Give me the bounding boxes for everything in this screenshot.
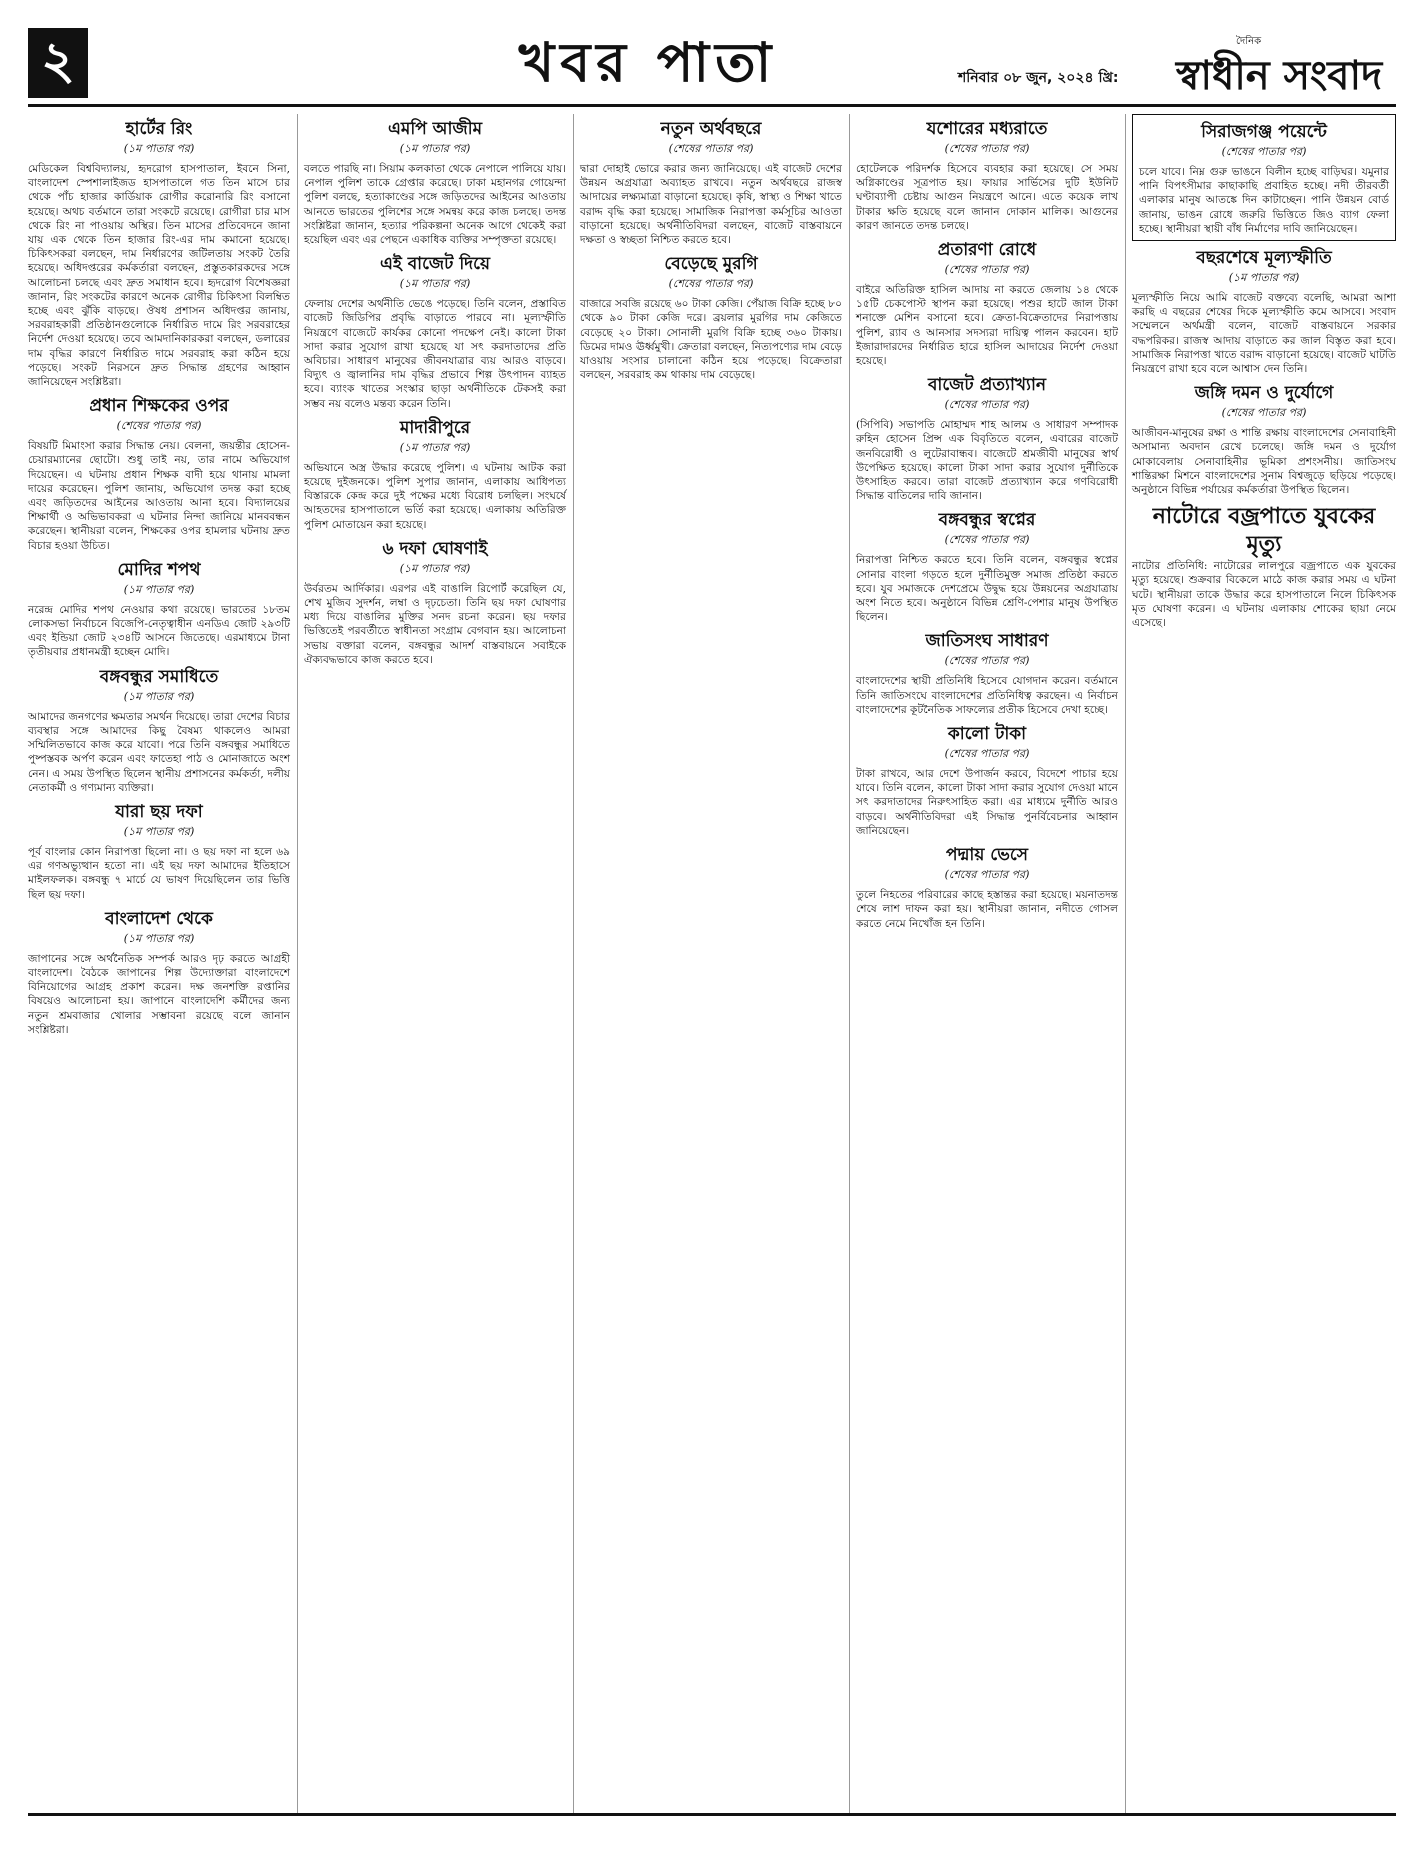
headline: বঙ্গবন্ধুর স্বপ্নের [938, 510, 1036, 531]
article-body: আমাদের জনগণের ক্ষমতার সমর্থন দিয়েছে। তারা দেশের বিচার ব্যবস্থার সঙ্গে আমাদের কিছু বৈষম্য থাকলেও আমরা সম্মিলিতভাবে কাজ করে যাবো। পরে তিনি বঙ্গবন্ধুর সমাধিতে পুষ্পস্তবক অর্পণ করেন এবং ফাতেহা পাঠ ও মোনাজাতে অংশ নেন। এ সময় উপস্থিত ছিলেন স্থানীয় প্রশাসনের কর্মকর্তা, দলীয় নেতাকর্মী ও গণ্যমান্য ব্যক্তিরা। [28, 710, 290, 794]
page-title: খবর পাতা [518, 31, 778, 94]
column-4 [856, 114, 1118, 937]
article-body: আজীবন-মানুষের রক্ষা ও শান্তি রক্ষায় বাংলাদেশের সেনাবাহিনী অসামান্য অবদান রেখে চলেছে। জঙ্গি দমন ও দুর্যোগ মোকাবেলায় সেনাবাহিনীর ভূমিকা প্রশংসনীয়। জাতিসংঘ শান্তিরক্ষা মিশনে বাংলাদেশের সুনাম বিশ্বজুড়ে ছড়িয়ে পড়েছে। অনুষ্ঠানে বিভিন্ন পর্যায়ের কর্মকর্তারা উপস্থিত ছিলেন। [1132, 427, 1396, 497]
headline: জাতিসংঘ সাধারণ [925, 631, 1049, 652]
headline: এমপি আজীম [387, 119, 483, 139]
article-body: টাকা রাখবে, আর দেশে উপার্জন করবে, বিদেশে পাচার হয়ে যাবে। তিনি বলেন, কালো টাকা সাদা করার সুযোগ দেওয়া মানে সৎ করদাতাদের নিরুৎসাহিত করা। এর মাধ্যমে দুর্নীতি আরও বাড়বে। অর্থনীতিবিদরা এই সিদ্ধান্ত পুনর্বিবেচনার আহ্বান জানিয়েছেন। [856, 768, 1118, 837]
logo-small-text: দৈনিক [1236, 36, 1262, 47]
article-body: মূল্যস্ফীতি নিয়ে আমি বাজেট বক্তব্যে বলেছি, আমরা আশা করছি এ বছরের শেষের দিকে মূল্যস্ফীতি কমে আসবে। সংবাদ সম্মেলনে অর্থমন্ত্রী বলেন, বাজেট বাস্তবায়নে সরকার বদ্ধপরিকর। রাজস্ব আদায় বাড়াতে কর জাল বিস্তৃত করা হবে। সামাজিক নিরাপত্তা খাতে বরাদ্দ বাড়ানো হয়েছে। বাজেট ঘাটতি নিয়ন্ত্রণে রাখা হবে বলে আশ্বাস দেন তিনি। [1132, 292, 1396, 376]
jump-label: (১ম পাতার পর) [399, 561, 471, 575]
article-madaripur [304, 417, 566, 532]
logo-main-text: স্বাধীন সংবাদ [1176, 53, 1383, 99]
headline: প্রতারণা রোধে [937, 240, 1037, 261]
article-body: দ্বারা দোহাই ভোরে করার জন্য জানিয়েছে। এই বাজেট দেশের উন্নয়ন অগ্রযাত্রা অব্যাহত রাখবে। নতুন অর্থবছরে রাজস্ব আদায়ের লক্ষ্যমাত্রা বাড়ানো হয়েছে। কৃষি, স্বাস্থ্য ও শিক্ষা খাতে বরাদ্দ বৃদ্ধি করা হয়েছে। সামাজিক নিরাপত্তা কর্মসূচির আওতা বাড়ানো হয়েছে। অর্থনীতিবিদরা বলছেন, বাজেট বাস্তবায়নে দক্ষতা ও স্বচ্ছতা নিশ্চিত করতে হবে। [580, 163, 842, 247]
jump-label: (শেষের পাতার পর) [944, 868, 1030, 882]
jump-label: (শেষের পাতার পর) [1221, 406, 1307, 420]
article-chicken-price [580, 253, 842, 382]
article-heart-ring [28, 118, 290, 389]
article-body: বিষয়টি মিমাংসা করার সিদ্ধান্ত নেয়। বেলনা, জয়ন্তীর হোসেন-চেয়ারম্যানের ছোটো। শুধু তাই নয়, তার নামে অভিযোগ দিয়েছেন। এ ঘটনায় প্রধান শিক্ষক বাদী হয়ে থানায় মামলা দায়ের করেছেন। পুলিশ জানায়, অভিযোগ তদন্ত করা হচ্ছে এবং জড়িতদের আইনের আওতায় আনা হবে। বিদ্যালয়ের শিক্ষার্থী ও অভিভাবকরা এ ঘটনার নিন্দা জানিয়ে মানববন্ধন করেছেন। স্থানীয়রা বলেন, শিক্ষকের ওপর হামলার ঘটনায় দ্রুত বিচার হওয়া উচিত। [28, 440, 290, 552]
jump-label: (১ম পাতার পর) [123, 582, 195, 596]
article-black-money [856, 723, 1118, 838]
jump-label: (শেষের পাতার পর) [944, 398, 1030, 412]
article-body: অভিযানে অস্ত্র উদ্ধার করেছে পুলিশ। এ ঘটনায় আটক করা হয়েছে দুইজনকে। পুলিশ সুপার জানান, এলাকায় আধিপত্য বিস্তারকে কেন্দ্র করে দুই পক্ষের মধ্যে বিরোধ চলছিল। সংঘর্ষে আহতদের হাসপাতালে ভর্তি করা হয়েছে। এলাকায় অতিরিক্ত পুলিশ মোতায়েন করা হয়েছে। [304, 461, 566, 531]
article-body: জাপানের সঙ্গে অর্থনৈতিক সম্পর্ক আরও দৃঢ় করতে আগ্রহী বাংলাদেশ। বৈঠকে জাপানের শিল্প উদ্যোক্তারা বাংলাদেশে বিনিয়োগের আগ্রহ প্রকাশ করেন। দক্ষ জনশক্তি রপ্তানির বিষয়েও আলোচনা হয়। জাপানে বাংলাদেশি কর্মীদের জন্য নতুন শ্রমবাজার খোলার সম্ভাবনা রয়েছে বলে জানান সংশ্লিষ্টরা। [28, 952, 290, 1036]
jump-label: (শেষের পাতার পর) [944, 654, 1030, 668]
article-body: ফেলায় দেশের অর্থনীতি ভেঙে পড়েছে। তিনি বলেন, প্রস্তাবিত বাজেট জিডিপির প্রবৃদ্ধি বাড়াতে পারবে না। মূল্যস্ফীতি নিয়ন্ত্রণে বাজেটে কার্যকর কোনো পদক্ষেপ নেই। কালো টাকা সাদা করার সুযোগ রাখা হয়েছে যা সৎ করদাতাদের প্রতি অবিচার। সাধারণ মানুষের জীবনযাত্রার ব্যয় আরও বাড়বে। বিদ্যুৎ ও জ্বালানির দাম বৃদ্ধির প্রভাবে শিল্প উৎপাদন ব্যাহত হবে। ব্যাংক খাতের সংস্কার ছাড়া অর্থনীতিকে টেকসই করা সম্ভব নয় বলেও মন্তব্য করেন তিনি। [304, 298, 566, 410]
article-from-bangladesh [28, 908, 290, 1037]
jump-label: (শেষের পাতার পর) [116, 419, 202, 433]
headline: বছরশেষে মূল্যস্ফীতি [1196, 248, 1332, 269]
headline: ৬ দফা ঘোষণাই [382, 538, 488, 559]
article-body: পূর্ব বাংলার কোন নিরাপত্তা ছিলো না। ও ছয় দফা না হলে ৬৯ এর গণঅভ্যুত্থান হতো না। এই ছয় দফা আমাদের ইতিহাসে মাইলফলক। বঙ্গবন্ধু ৭ মার্চে যে ভাষণ দিয়েছিলেন তার ভিত্তি ছিল ছয় দফা। [28, 845, 290, 901]
article-body: তুলে নিহতের পরিবারের কাছে হস্তান্তর করা হয়েছে। ময়নাতদন্ত শেষে লাশ দাফন করা হয়। স্থানীয়রা জানান, নদীতে গোসল করতে নেমে নিখোঁজ হন তিনি। [856, 889, 1118, 930]
jump-label: (১ম পাতার পর) [123, 689, 195, 703]
headline: হার্টের রিং [125, 119, 193, 139]
headline: নতুন অর্থবছরে [660, 119, 762, 139]
jump-label: (১ম পাতার পর) [399, 277, 471, 291]
article-body: উর্বরতম আর্দিকার। এরপর এই বাঙালি রিপোর্ট করেছিল যে, শেখ মুজিব সুদর্শন, লম্বা ও দৃঢ়চেতা। তিনি ছয় দফা ঘোষণার মধ্য দিয়ে বাঙালির মুক্তির সনদ রচনা করেন। ছয় দফার ভিত্তিতেই পরবর্তীতে স্বাধীনতা সংগ্রাম বেগবান হয়। আলোচনা সভায় বক্তারা বলেন, বঙ্গবন্ধুর আদর্শ বাস্তবায়নে সবাইকে ঐক্যবদ্ধভাবে কাজ করতে হবে। [304, 582, 566, 666]
headline: প্রধান শিক্ষকের ওপর [89, 396, 229, 417]
jump-label: (শেষের পাতার পর) [944, 533, 1030, 547]
headline: সিরাজগঞ্জ পয়েন্টে [1201, 122, 1327, 142]
article-fraud-prevent [856, 239, 1118, 368]
article-head-teacher [28, 395, 290, 553]
column-1 [28, 114, 290, 1043]
article-body: চলে যাবে। নিম্ন গুরু ভাঙনে বিলীন হচ্ছে বাড়িঘর। যমুনার পানি বিপৎসীমার কাছাকাছি প্রবাহিত হচ্ছে। নদী তীরবর্তী এলাকার মানুষ আতঙ্কে দিন কাটাচ্ছেন। পানি উন্নয়ন বোর্ড জানায়, ভাঙন রোধে জরুরি ভিত্তিতে জিও ব্যাগ ফেলা হচ্ছে। স্থানীয়রা স্থায়ী বাঁধ নির্মাণের দাবি জানিয়েছেন। [1139, 166, 1389, 235]
headline: বেড়েছে মুরগি [664, 254, 758, 275]
column-divider [297, 114, 298, 1814]
article-six-point-announce [304, 538, 566, 667]
headline: কালো টাকা [947, 724, 1027, 745]
article-body: বাজারে সবজি রয়েছে ৬০ টাকা কেজি। পেঁয়াজ বিক্রি হচ্ছে ৮০ থেকে ৯০ টাকা কেজি দরে। ব্রয়লার মুরগির দাম কেজিতে বেড়েছে ২০ টাকা। সোনালী মুরগি বিক্রি হচ্ছে ৩৬০ টাকায়। ডিমের দামও ঊর্ধ্বমুখী। ক্রেতারা বলছেন, নিত্যপণ্যের দাম বেড়ে যাওয়ায় সংসার চালানো কঠিন হয়ে পড়েছে। বিক্রেতারা বলছেন, সরবরাহ কম থাকায় দাম বেড়েছে। [580, 298, 842, 382]
jump-label: (শেষের পাতার পর) [668, 142, 754, 155]
jump-label: (শেষের পাতার পর) [944, 747, 1030, 761]
article-padma [856, 844, 1118, 931]
column-divider [1125, 114, 1126, 1814]
article-this-budget [304, 253, 566, 411]
article-un-general [856, 630, 1118, 717]
article-bangabandhu-dream [856, 509, 1118, 624]
headline: মাদারীপুরে [399, 417, 471, 438]
headline: যশোরের মধ্যরাতে [926, 119, 1048, 139]
article-new-fiscal-year [580, 118, 842, 247]
headline: বাজেট প্রত্যাখ্যান [927, 375, 1047, 396]
jump-label: (১ম পাতার পর) [399, 440, 471, 454]
article-body: নিরাপত্তা নিশ্চিত করতে হবে। তিনি বলেন, বঙ্গবন্ধুর স্বপ্নের সোনার বাংলা গড়তে হলে দুর্নীতিমুক্ত সমাজ প্রতিষ্ঠা করতে হবে। যুব সমাজকে দেশপ্রেমে উদ্বুদ্ধ হয়ে উন্নয়নের অগ্রযাত্রায় অংশ নিতে হবে। অনুষ্ঠানে বিভিন্ন শ্রেণি-পেশার মানুষ উপস্থিত ছিলেন। [856, 554, 1118, 624]
headline: জঙ্গি দমন ও দুর্যোগে [1194, 383, 1334, 404]
column-5 [1132, 114, 1396, 636]
headline: বঙ্গবন্ধুর সমাধিতে [99, 666, 219, 687]
newspaper-page [28, 28, 1396, 1825]
newspaper-logo [1176, 32, 1396, 98]
article-sirajganj [1132, 114, 1396, 241]
headline: যারা ছয় দফা [115, 801, 203, 822]
column-divider [849, 114, 850, 1814]
article-body: বলতে পারছি না। সিয়াম কলকাতা থেকে নেপালে পালিয়ে যায়। নেপাল পুলিশ তাকে গ্রেপ্তার করেছে। ঢাকা মহানগর গোয়েন্দা পুলিশ বলছে, হত্যাকাণ্ডের সঙ্গে জড়িতদের আইনের আওতায় আনতে ভারতের পুলিশের সঙ্গে সমন্বয় করে কাজ চলছে। তদন্ত সংশ্লিষ্টরা জানান, হত্যার পরিকল্পনা অনেক আগে থেকেই করা হয়েছিল এবং এর পেছনে একাধিক ব্যক্তির সম্পৃক্ততা রয়েছে। [304, 163, 566, 247]
headline: বাংলাদেশ থেকে [105, 908, 213, 929]
issue-date: শনিবার ০৮ জুন, ২০২৪ খ্রি: [958, 70, 1119, 86]
article-budget-reject [856, 374, 1118, 503]
article-jessore [856, 118, 1118, 233]
article-militancy [1132, 382, 1396, 497]
jump-label: (শেষের পাতার পর) [1221, 145, 1307, 158]
jump-label: (১ম পাতার পর) [1228, 271, 1300, 285]
column-3 [580, 114, 842, 388]
jump-label: (শেষের পাতার পর) [944, 263, 1030, 277]
article-body: হোটেলকে পরিদর্শক হিসেবে ব্যবহার করা হয়েছে। সে সময় অগ্নিকাণ্ডের সূত্রপাত হয়। ফায়ার সার্ভিসের দুটি ইউনিট ঘণ্টাব্যাপী চেষ্টায় আগুন নিয়ন্ত্রণে আনে। এতে কয়েক লাখ টাকার ক্ষতি হয়েছে বলে জানান দোকান মালিক। আগুনের কারণ জানতে তদন্ত চলছে। [856, 163, 1118, 232]
article-body: বাইরে অতিরিক্ত হাসিল আদায় না করতে জেলায় ১৪ থেকে ১৫টি চেকপোস্ট স্থাপন করা হয়েছে। পশুর হাটে জাল টাকা শনাক্তে মেশিন বসানো হবে। ক্রেতা-বিক্রেতাদের নিরাপত্তায় পুলিশ, র‍্যাব ও আনসার সদস্যরা দায়িত্ব পালন করবেন। হাট ইজারাদারদের নির্ধারিত হারে হাসিল আদায়ের নির্দেশ দেওয়া হয়েছে। [856, 284, 1118, 368]
masthead [28, 28, 1396, 107]
page-number: ২ [28, 28, 88, 98]
headline: নাটোরে বজ্রপাতে যুবকের মৃত্যু [1152, 504, 1376, 558]
bottom-rule [28, 1813, 1396, 1816]
article-mp-azim [304, 118, 566, 247]
article-body: বাংলাদেশের স্থায়ী প্রতিনিধি হিসেবে যোগদান করেন। বর্তমানে তিনি জাতিসংঘে বাংলাদেশের প্রতিনিধিত্ব করছেন। এ নির্বাচন বাংলাদেশের কূটনৈতিক সাফল্যের প্রতীক হিসেবে দেখা হচ্ছে। [856, 675, 1118, 716]
headline: পদ্মায় ভেসে [946, 845, 1028, 866]
article-bangabandhu-tomb [28, 666, 290, 795]
jump-label: (১ম পাতার পর) [123, 824, 195, 838]
jump-label: (১ম পাতার পর) [123, 931, 195, 945]
column-2 [304, 114, 566, 673]
article-body: নরেন্দ্র মোদির শপথ নেওয়ার কথা রয়েছে। ভারতের ১৮তম লোকসভা নির্বাচনে বিজেপি-নেতৃত্বাধীন এনডিএ জোট ২৯৩টি এবং ইন্ডিয়া জোট ২৩৪টি আসনে জিতেছে। এরমাধ্যমে টানা তৃতীয়বার প্রধানমন্ত্রী হচ্ছেন মোদি। [28, 603, 290, 659]
jump-label: (১ম পাতার পর) [399, 142, 471, 155]
jump-label: (১ম পাতার পর) [123, 142, 195, 155]
article-six-points [28, 801, 290, 902]
article-modi-oath [28, 559, 290, 660]
headline: এই বাজেট দিয়ে [380, 254, 490, 275]
article-year-end-inflation [1132, 247, 1396, 376]
jump-label: (শেষের পাতার পর) [668, 277, 754, 291]
article-body: মেডিকেল বিশ্ববিদ্যালয়, হৃদরোগ হাসপাতাল, ইবনে সিনা, বাংলাদেশ স্পেশালাইজড হাসপাতালে গত তিন মাসে চার থেকে পাঁচ হাজার কার্ডিয়াক রোগীর করোনারি রিং বসানো হয়েছে। অথচ বর্তমানে তারা সংকটে রয়েছে। রোগীরা চার মাস থেকে রিং না পাওয়ায় অস্থির। তিন মাসের প্রতিবেদনে জানা যায় এক থেকে তিন হাজার রিং-এর দাম কমানো হয়েছে। চিকিৎসকরা বলছেন, দাম নির্ধারণের জটিলতায় সংকট তৈরি হয়েছে। অধিদপ্তরের কর্মকর্তারা বলছেন, প্রস্তুতকারকদের সঙ্গে আলোচনা চলছে এবং দ্রুত সমাধান হবে। হৃদরোগ বিশেষজ্ঞরা জানান, রিং সংকটের কারণে অনেক রোগীর চিকিৎসা বিলম্বিত হচ্ছে এবং ঝুঁকি বাড়ছে। ঔষধ প্রশাসন অধিদপ্তর জানায়, সরবরাহকারী প্রতিষ্ঠানগুলোকে নির্ধারিত দামে রিং সরবরাহের নির্দেশ দেওয়া হয়েছে। তবে আমদানিকারকরা বলছেন, ডলারের দাম বৃদ্ধির কারণে নির্ধারিত দামে সরবরাহ করা কঠিন হয়ে পড়েছে। সংকট নিরসনে দ্রুত সিদ্ধান্ত গ্রহণের আহ্বান জানিয়েছেন সংশ্লিষ্টরা। [28, 163, 290, 389]
column-divider [573, 114, 574, 1814]
article-natore-lightning [1132, 503, 1396, 630]
headline: মোদির শপথ [117, 559, 201, 580]
article-body: নাটোর প্রতিনিধি: নাটোরের লালপুরে বজ্রপাতে এক যুবকের মৃত্যু হয়েছে। শুক্রবার বিকেলে মাঠে কাজ করার সময় এ ঘটনা ঘটে। স্থানীয়রা তাকে উদ্ধার করে হাসপাতালে নিলে চিকিৎসক মৃত ঘোষণা করেন। এ ঘটনায় এলাকায় শোকের ছায়া নেমে এসেছে। [1132, 560, 1396, 630]
article-body: (সিপিবি) সভাপতি মোহাম্মদ শাহ আলম ও সাধারণ সম্পাদক রুহিন হোসেন প্রিন্স এক বিবৃতিতে বলেন, এবারের বাজেট জনবিরোধী ও লুটেরাবান্ধব। বাজেটে শ্রমজীবী মানুষের স্বার্থ উপেক্ষিত হয়েছে। কালো টাকা সাদা করার সুযোগ দুর্নীতিকে উৎসাহিত করবে। তারা বাজেট প্রত্যাখ্যান করে গণবিরোধী সিদ্ধান্ত বাতিলের দাবি জানান। [856, 419, 1118, 503]
jump-label: (শেষের পাতার পর) [944, 142, 1030, 155]
